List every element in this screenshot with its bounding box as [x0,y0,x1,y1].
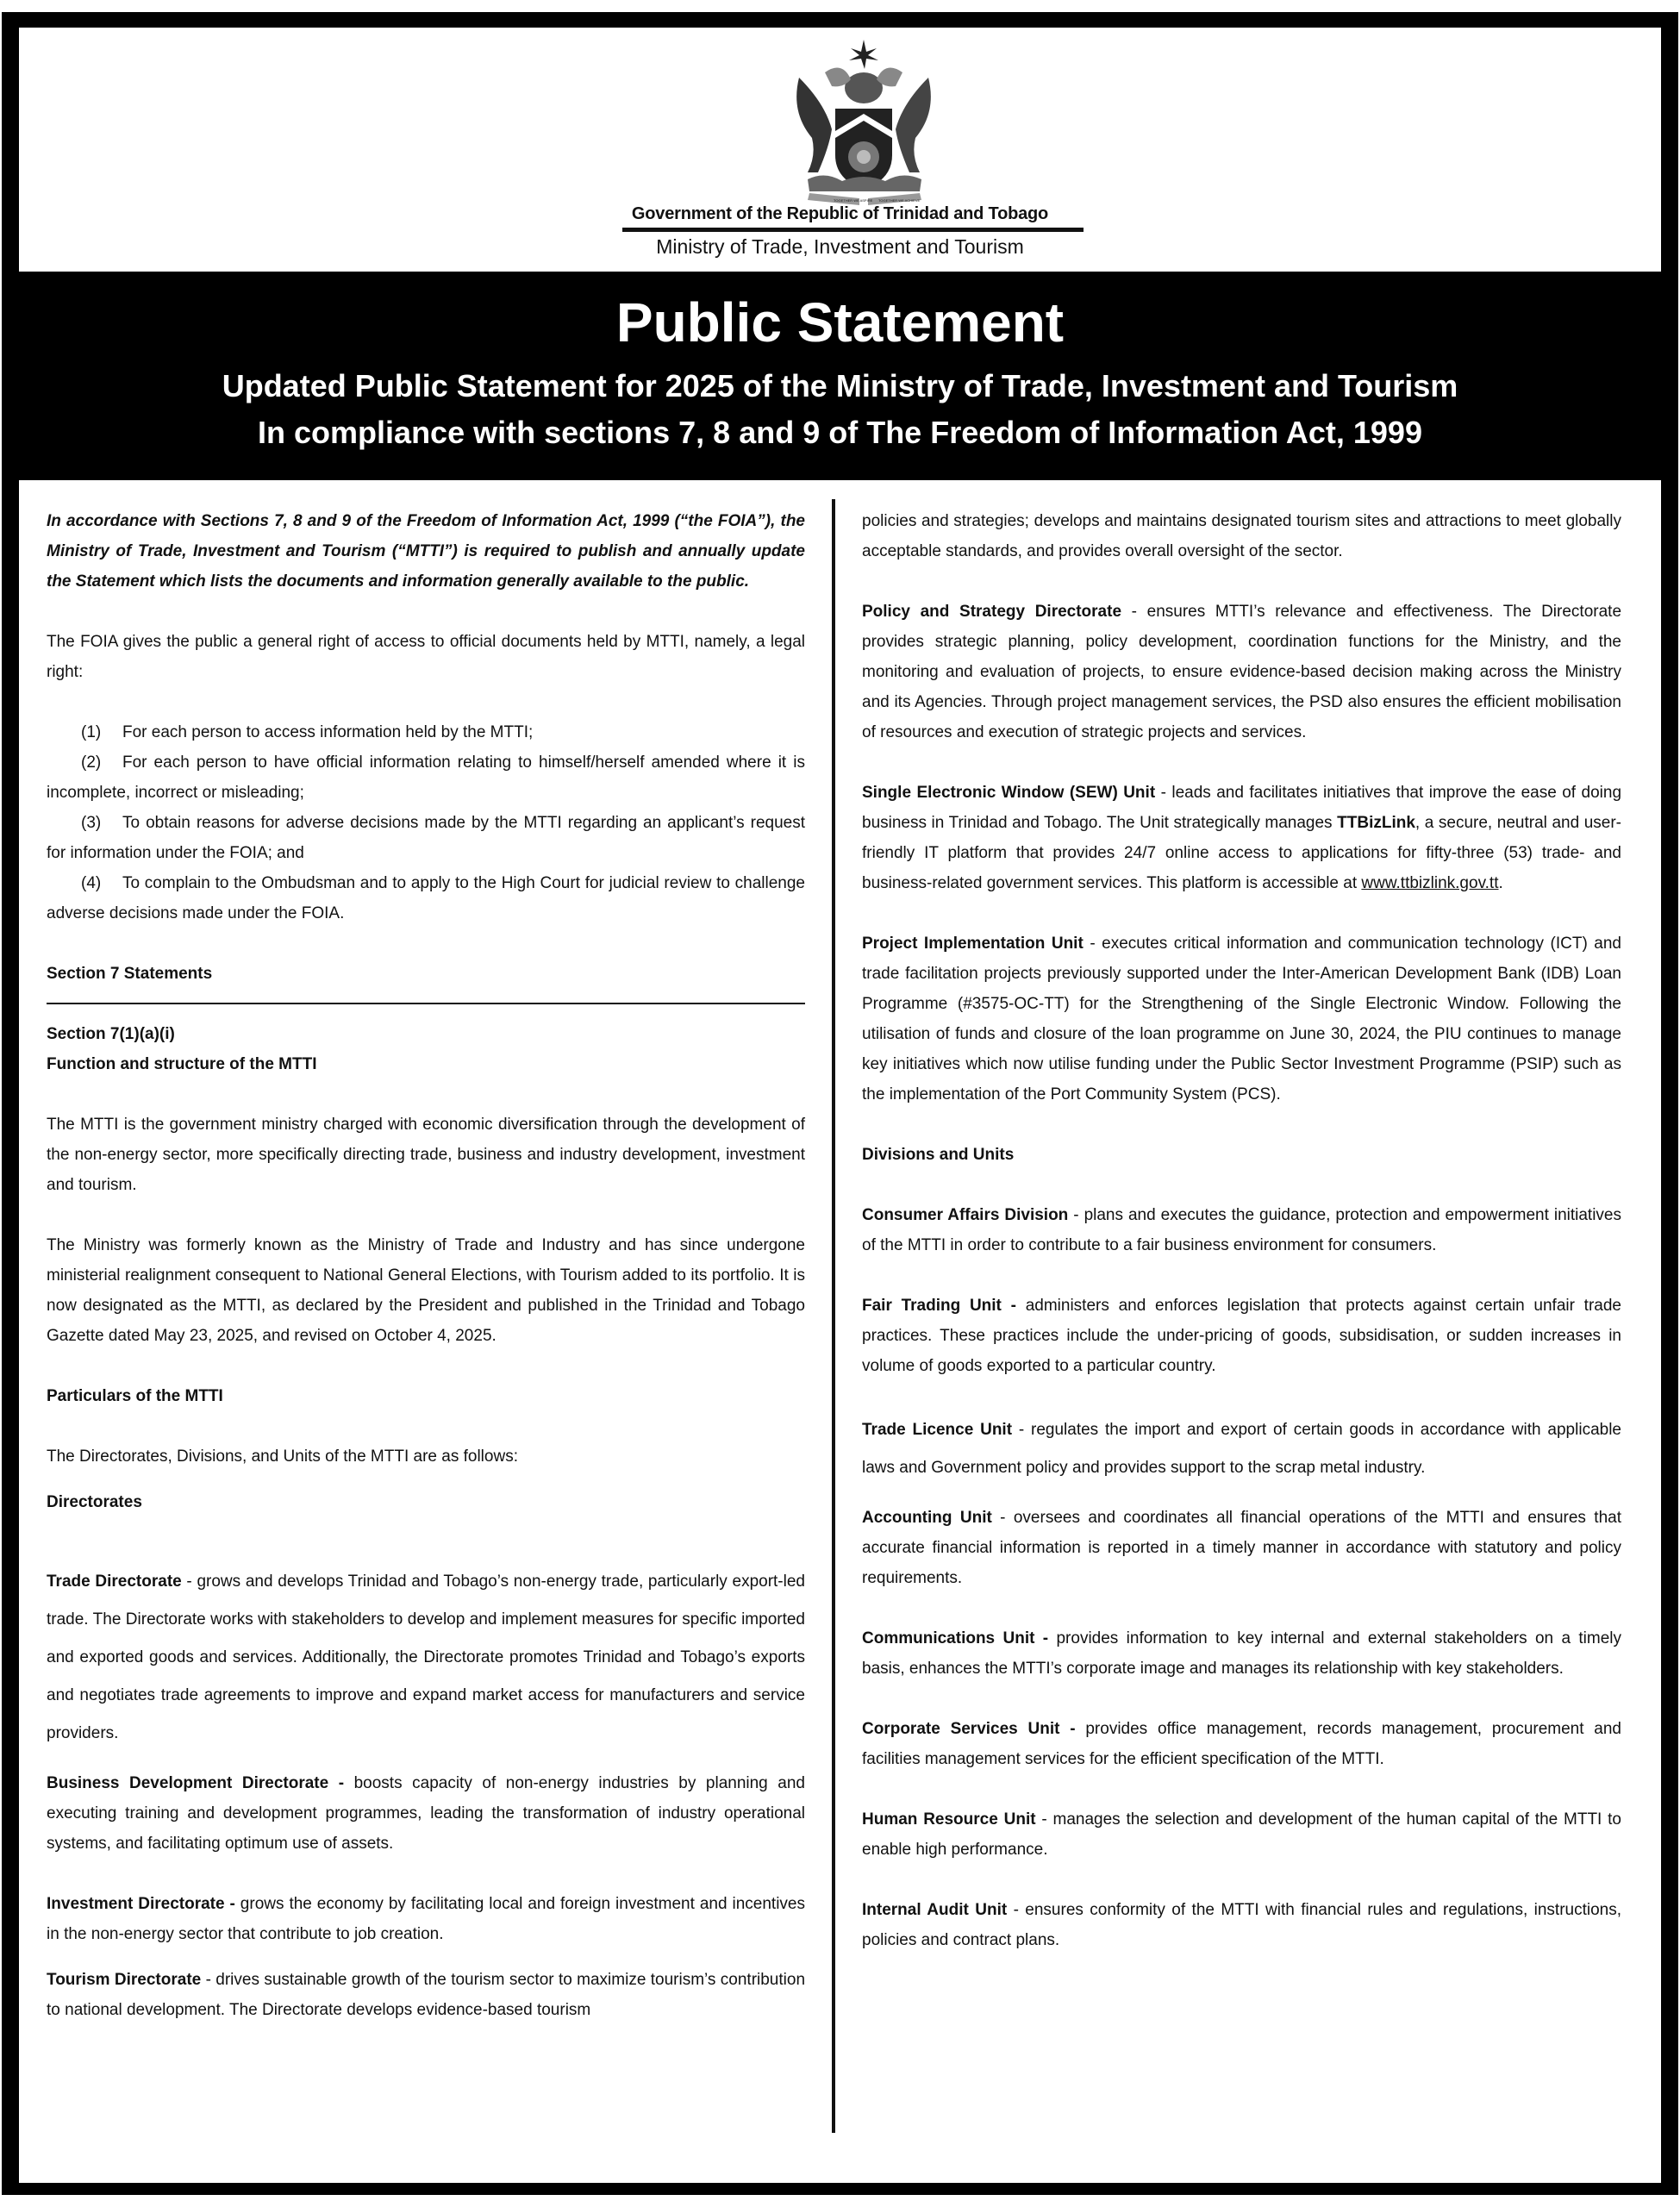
directorate-entry: Trade Directorate - grows and develops Trinidad and Tobago’s non-energy trade, particularly export-led trade. The Directorate works with stakeholders to develop and implement measures for specific imported and exported goods and services. Additionally, the Directorate promotes Trinidad and Tobago’s exports and negotiates trade agreements to improve and expand market access for manufacturers and service providers. [47,1572,805,1742]
ttbizlink-brand: TTBizLink [1337,814,1415,832]
right-item: (2) For each person to have official information relating to himself/herself amended where it is incomplete, incorrect or misleading; [47,753,805,802]
divisions-heading: Divisions and Units [862,1146,1015,1164]
title-band [19,272,1661,478]
government-name: Government of the Republic of Trinidad and Tobago [631,204,1049,223]
letterhead [19,28,1661,272]
directorates-heading: Directorates [47,1493,142,1511]
statement-body [19,480,1661,2183]
unit-entry: Human Resource Unit - manages the selection and development of the human capital of the MTTI to enable high performance. [862,1810,1621,1859]
motto-left: TOGETHER WE ASPIRE [834,198,873,203]
coat-of-arms-icon [765,34,963,207]
tourism-continued: policies and strategies; develops and maintains designated tourism sites and attractions to meet globally acceptable standards, and provides overall oversight of the sector. [862,512,1621,560]
particulars-heading: Particulars of the MTTI [47,1387,223,1405]
unit-entry: Single Electronic Window (SEW) Unit - leads and facilitates initiatives that improve the ease of doing business in Trinidad and Tobago. The Unit strategically manages TTBizLink, a secure, neutral and user-friendly IT platform that provides 24/7 online access to applications for fifty-three (53) trade- and business-related government services. This platform is accessible at www.ttbizlink.gov.tt. [862,784,1622,892]
directorate-entry: Policy and Strategy Directorate - ensures MTTI’s relevance and effectiveness. The Directorate provides strategic planning, policy development, coordination functions for the Ministry, and the monitoring and evaluation of projects, to ensure evidence-based decision making across the Ministry and its Agencies. Through project management services, the PSD also ensures the efficient mobilisation of resources and execution of strategic projects and services. [862,603,1622,741]
left-column [47,506,805,2025]
unit-entry: Corporate Services Unit - provides office management, records management, procurement and facilities management services for the efficient specification of the MTTI. [862,1720,1621,1768]
ministry-name: Ministry of Trade, Investment and Tourism [656,235,1024,258]
right-item: (3) To obtain reasons for adverse decisions made by the MTTI regarding an applicant’s request for information under the FOIA; and [47,814,805,862]
compliance-subtitle: In compliance with sections 7, 8 and 9 of The Freedom of Information Act, 1999 [258,415,1422,450]
unit-entry: Fair Trading Unit - administers and enforces legislation that protects against certain unfair trade practices. These practices include the under-pricing of goods, subsidisation, or sudden increases in volume of goods exported to a particular country. [862,1297,1621,1375]
directorate-entry: Business Development Directorate - boosts capacity of non-energy industries by planning and executing training and development programmes, leading the transformation of industry operational systems, and facilitating optimum use of assets. [47,1774,805,1853]
unit-entry: Internal Audit Unit - ensures conformity of the MTTI with financial rules and regulations, instructions, policies and contract plans. [862,1901,1622,1949]
particulars-paragraph: The Directorates, Divisions, and Units of the MTTI are as follows: [47,1447,518,1466]
column-divider [832,499,835,2133]
intro-paragraph: In accordance with Sections 7, 8 and 9 of the Freedom of Information Act, 1999 (“the FOIA”), the Ministry of Trade, Investment and Tourism (“MTTI”) is required to publish and annually update the Statement which lists the documents and information generally available to the public. [47,512,805,591]
unit-entry: Trade Licence Unit - regulates the import and export of certain goods in accordance with applicable laws and Government policy and provides support to the scrap metal industry. [862,1421,1621,1477]
function-heading: Function and structure of the MTTI [47,1055,317,1073]
page-subtitle: Updated Public Statement for 2025 of the Ministry of Trade, Investment and Tourism [222,368,1458,403]
directorate-entry: Tourism Directorate - drives sustainable growth of the tourism sector to maximize tourism’s contribution to national development. The Directorate develops evidence-based tourism [47,1971,806,2019]
section-heading: Section 7 Statements [47,965,213,983]
letterhead-rule [622,228,1084,232]
motto-right: TOGETHER WE ACHIEVE [878,198,921,203]
ttbizlink-link[interactable]: www.ttbizlink.gov.tt [1361,874,1499,892]
right-column [862,506,1621,1955]
right-item: (4) To complain to the Ombudsman and to apply to the High Court for judicial review to challenge adverse decisions made under the FOIA. [47,874,805,922]
right-item: (1) For each person to access information held by the MTTI; [81,723,534,741]
function-paragraph: The MTTI is the government ministry charged with economic diversification through the development of the non-energy sector, more specifically directing trade, business and industry development, investment and tourism. [47,1116,805,1194]
foia-paragraph: The FOIA gives the public a general right of access to official documents held by MTTI, namely, a legal right: [47,633,805,681]
section-rule [47,1003,805,1004]
unit-entry: Communications Unit - provides information to key internal and external stakeholders on a timely basis, enhances the MTTI’s corporate image and manages its relationship with key stakeholders. [862,1629,1621,1678]
page-title: Public Statement [615,291,1065,353]
unit-entry: Project Implementation Unit - executes critical information and communication technology (ICT) and trade facilitation projects previously supported under the Inter-American Development Bank (IDB) Loan Programme (#3575-OC-TT) for the Strengthening of the Single Electronic Window. Following the utilisation of funds and closure of the loan programme on June 30, 2024, the PIU continues to manage key initiatives which now utilise funding under the Public Sector Investment Programme (PSIP) such as the implementation of the Port Community System (PCS). [862,935,1621,1104]
directorate-entry: Investment Directorate - grows the economy by facilitating local and foreign investment and incentives in the non-energy sector that contribute to job creation. [47,1895,805,1943]
unit-entry: Consumer Affairs Division - plans and executes the guidance, protection and empowerment initiatives of the MTTI in order to contribute to a fair business environment for consumers. [862,1206,1622,1254]
unit-entry: Accounting Unit - oversees and coordinates all financial operations of the MTTI and ensures that accurate financial information is reported in a timely manner in accordance with statutory and policy requirements. [862,1509,1621,1587]
history-paragraph: The Ministry was formerly known as the Ministry of Trade and Industry and has since undergone ministerial realignment consequent to National General Elections, with Tourism added to its portfolio. It is now designated as the MTTI, as declared by the President and published in the Trinidad and Tobago Gazette dated May 23, 2025, and revised on October 4, 2025. [47,1236,805,1345]
section-subheading: Section 7(1)(a)(i) [47,1025,175,1043]
